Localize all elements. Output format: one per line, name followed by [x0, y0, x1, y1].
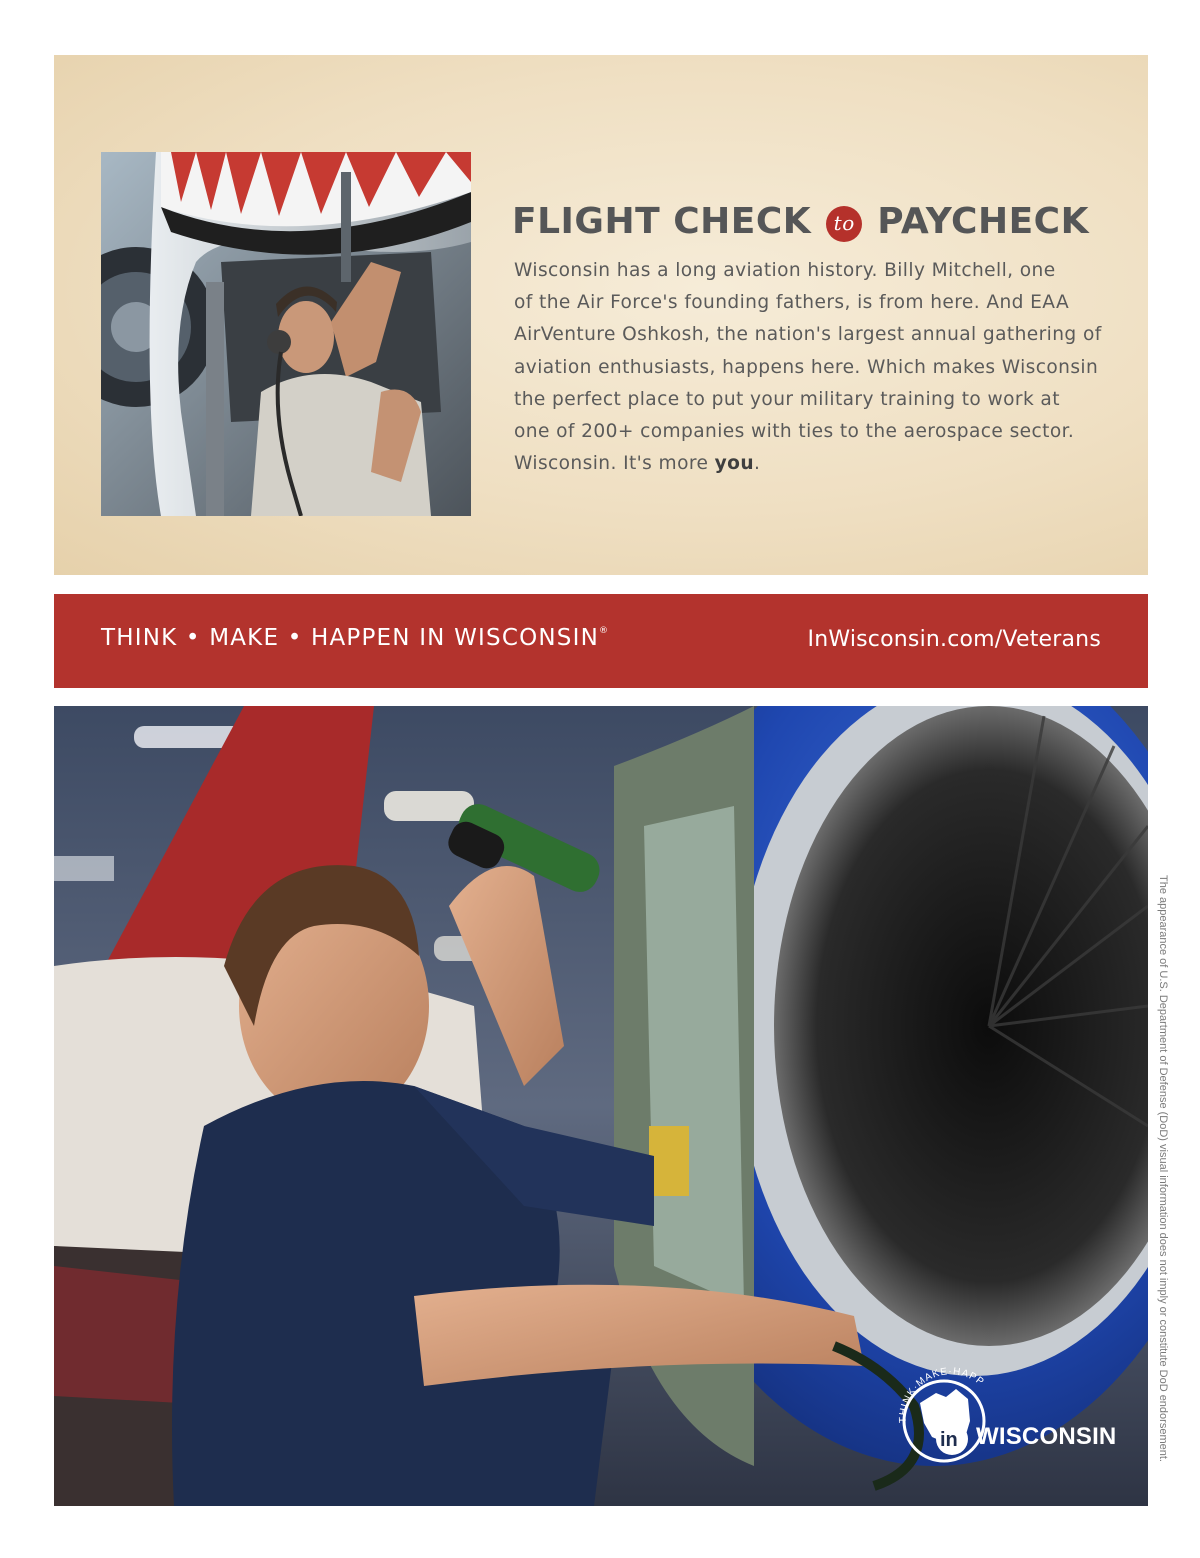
in-wisconsin-logo	[884, 1363, 1117, 1463]
body-line: one of 200+ companies with ties to the aerospace sector.	[514, 421, 1075, 443]
body-line: aviation enthusiasts, happens here. Which makes Wisconsin	[514, 356, 1099, 378]
logo-arc-text: THINK·MAKE·HAPP	[897, 1366, 987, 1424]
feature-panel	[54, 55, 1148, 575]
body-line: the perfect place to put your military training to work at	[514, 388, 1060, 410]
dod-disclaimer	[1157, 875, 1169, 1500]
registered-mark: ®	[598, 626, 610, 636]
headline-part-1: FLIGHT CHECK	[512, 201, 812, 242]
body-line: of the Air Force's founding fathers, is from here. And EAA	[514, 292, 1070, 314]
website-url: InWisconsin.com/Veterans	[807, 627, 1101, 652]
body-copy	[514, 255, 1104, 480]
tagline-banner	[54, 594, 1148, 688]
headline-part-2: PAYCHECK	[877, 201, 1089, 242]
logo-wordmark: WISCONSIN	[976, 1423, 1117, 1450]
closing-bold: you	[714, 453, 754, 475]
mechanic-photo	[101, 152, 471, 516]
closing-prefix: Wisconsin. It's more	[514, 453, 715, 475]
tagline-text: THINK • MAKE • HAPPEN IN WISCONSIN	[101, 625, 599, 651]
to-badge: to	[826, 206, 862, 242]
closing-suffix: .	[753, 453, 761, 475]
body-line: AirVenture Oshkosh, the nation's largest annual gathering of	[514, 324, 1102, 346]
logo-in-text: in	[940, 1429, 958, 1451]
tagline	[101, 625, 609, 651]
body-line: Wisconsin has a long aviation history. Billy Mitchell, one	[514, 260, 1056, 281]
shark-mouth-aircraft-image	[101, 152, 471, 516]
disclaimer-text: The appearance of U.S. Department of Defense (DoD) visual information does not imply or constitute DoD endorsement.	[1157, 875, 1169, 1462]
headline	[512, 200, 1089, 244]
